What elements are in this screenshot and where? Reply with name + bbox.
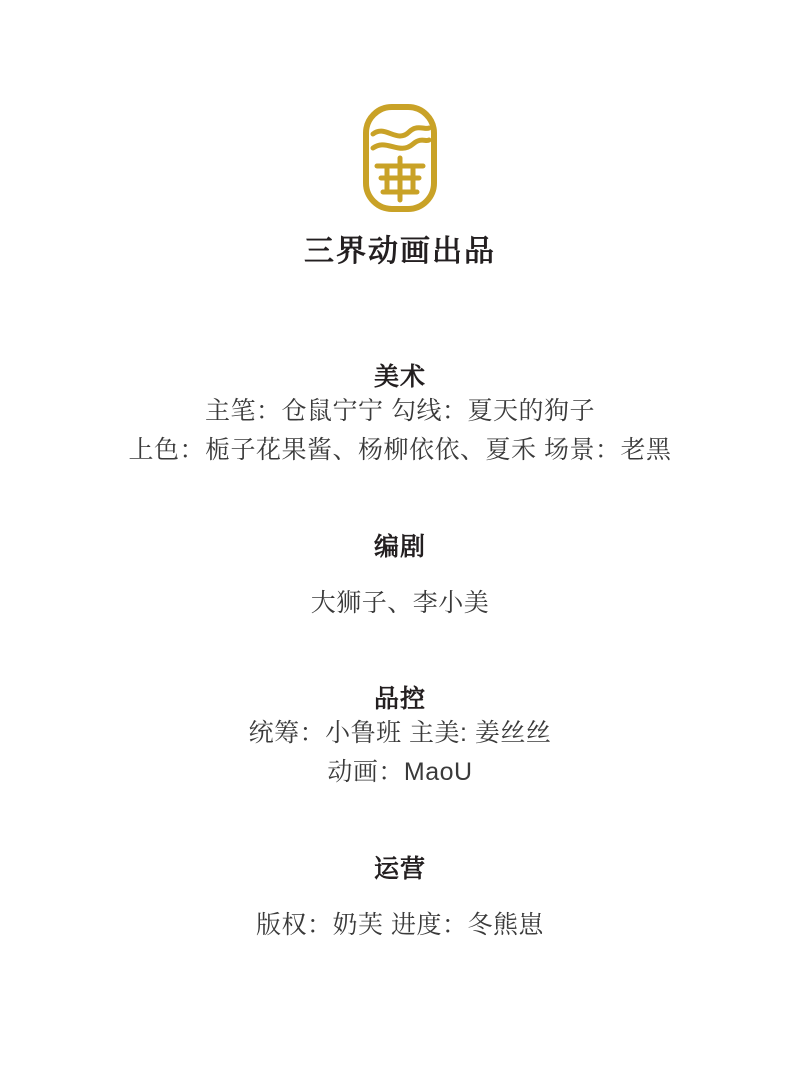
section-title: 美术 (373, 363, 426, 391)
credits-line: 上色：栀子花果酱、杨柳依依、夏禾 场景：老黑 (128, 435, 672, 464)
section-title: 编剧 (373, 532, 426, 561)
credits-section-quality-control (0, 684, 800, 792)
credits-line: 版权：奶芙 进度：冬熊崽 (256, 910, 544, 939)
studio-name: 三界动画出品 (304, 235, 496, 268)
section-title: 品控 (373, 685, 426, 714)
studio-logo-block (304, 104, 496, 270)
credits-line: 主笔：仓鼠宁宁 勾线：夏天的狗子 (205, 397, 595, 425)
credits-section-art (0, 362, 800, 470)
section-title: 运营 (373, 854, 426, 883)
credits-section-script (0, 532, 800, 623)
credits-line: 统筹：小鲁班 主美: 姜丝丝 (248, 719, 552, 748)
credits-line: 大狮子、李小美 (310, 588, 490, 617)
credits-section-operations (0, 854, 800, 945)
credits-line: 动画：MaoU (327, 758, 473, 786)
chinese-seal-icon (363, 104, 437, 212)
credits-list (0, 270, 800, 945)
